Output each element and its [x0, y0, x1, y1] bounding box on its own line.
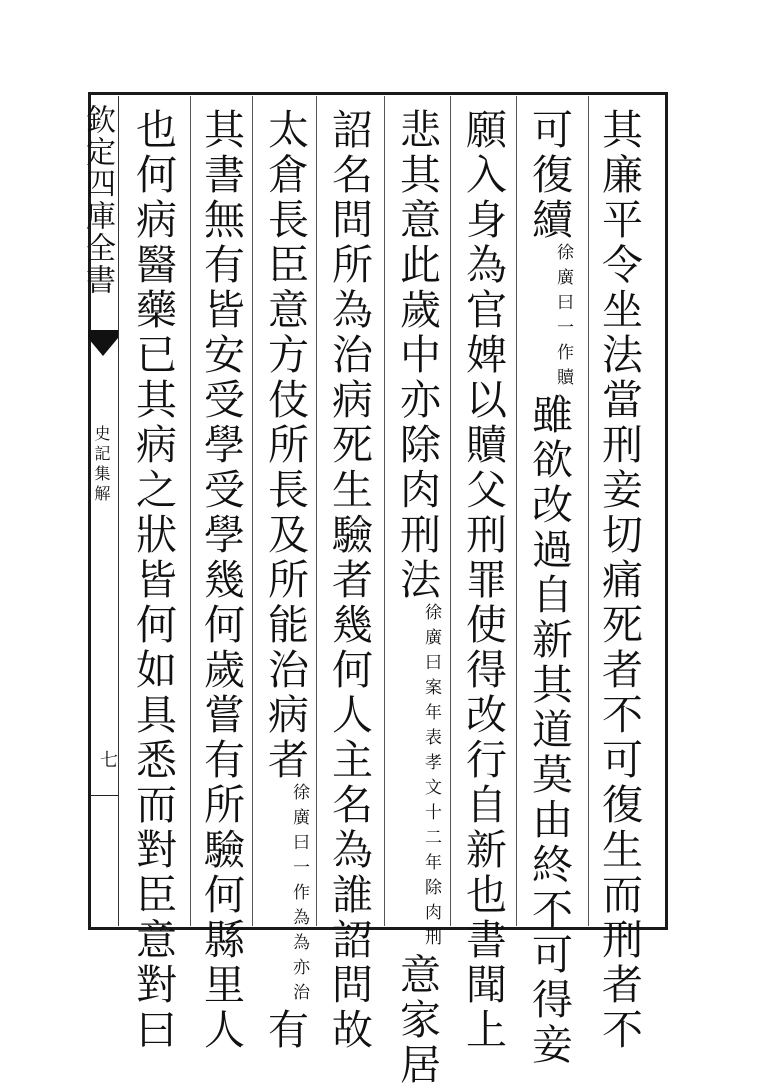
column-rule — [252, 96, 253, 926]
main-text: 其廉平令坐法當刑妾切痛死者不可復生而刑者不 — [595, 108, 643, 1053]
column-rule — [516, 96, 517, 926]
column-rule — [190, 96, 191, 926]
annotation-left: 文十二年除肉刑 — [421, 778, 441, 953]
main-text: 其書無有皆安受學受學幾何歲嘗有所驗何縣里人 — [197, 108, 245, 1053]
page-number: 七 — [97, 750, 118, 768]
text-column-4 — [394, 108, 440, 1088]
margin-rule — [90, 795, 118, 796]
annotation-right: 徐廣曰案年表孝 — [421, 603, 441, 778]
main-text: 也何病醫藥已其病之狀皆何如具悉而對臣意對曰 — [129, 108, 177, 1053]
text-column-6 — [262, 108, 308, 1053]
text-column-3 — [460, 108, 506, 1053]
book-subtitle: 史記集解 — [92, 425, 111, 505]
annotation — [394, 603, 440, 953]
annotation-left: 一作贖 — [553, 318, 573, 393]
text-column-5 — [326, 108, 372, 1053]
column-rule — [384, 96, 385, 926]
column-rule — [450, 96, 451, 926]
main-text: 太倉長臣意方伎所長及所能治病者 — [261, 108, 309, 783]
column-rule — [316, 96, 317, 926]
main-text: 雖欲改過自新其道莫由終不可得妾 — [525, 393, 573, 1068]
margin-divider — [118, 96, 119, 926]
fish-tail-ornament — [88, 330, 118, 358]
main-text: 願入身為官婢以贖父刑罪使得改行自新也書聞上 — [459, 108, 507, 1053]
text-column-8 — [130, 108, 176, 1053]
text-column-2 — [526, 108, 572, 1068]
main-text: 詔名問所為治病死生驗者幾何人主名為誰詔問故 — [325, 108, 373, 1053]
annotation-right: 徐廣曰一作 — [289, 783, 309, 908]
text-column-1 — [596, 108, 642, 1053]
main-text: 意家居 — [393, 953, 441, 1088]
main-text: 可復續 — [525, 108, 573, 243]
column-rule — [588, 96, 589, 926]
main-text: 悲其意此歲中亦除肉刑法 — [393, 108, 441, 603]
annotation-right: 徐廣曰 — [553, 243, 573, 318]
annotation — [526, 243, 572, 393]
text-column-7 — [198, 108, 244, 1053]
book-title: 欽定四庫全書 — [80, 104, 115, 296]
annotation-left: 為為亦治 — [289, 908, 309, 1008]
annotation — [262, 783, 308, 1008]
main-text: 有 — [261, 1008, 309, 1053]
